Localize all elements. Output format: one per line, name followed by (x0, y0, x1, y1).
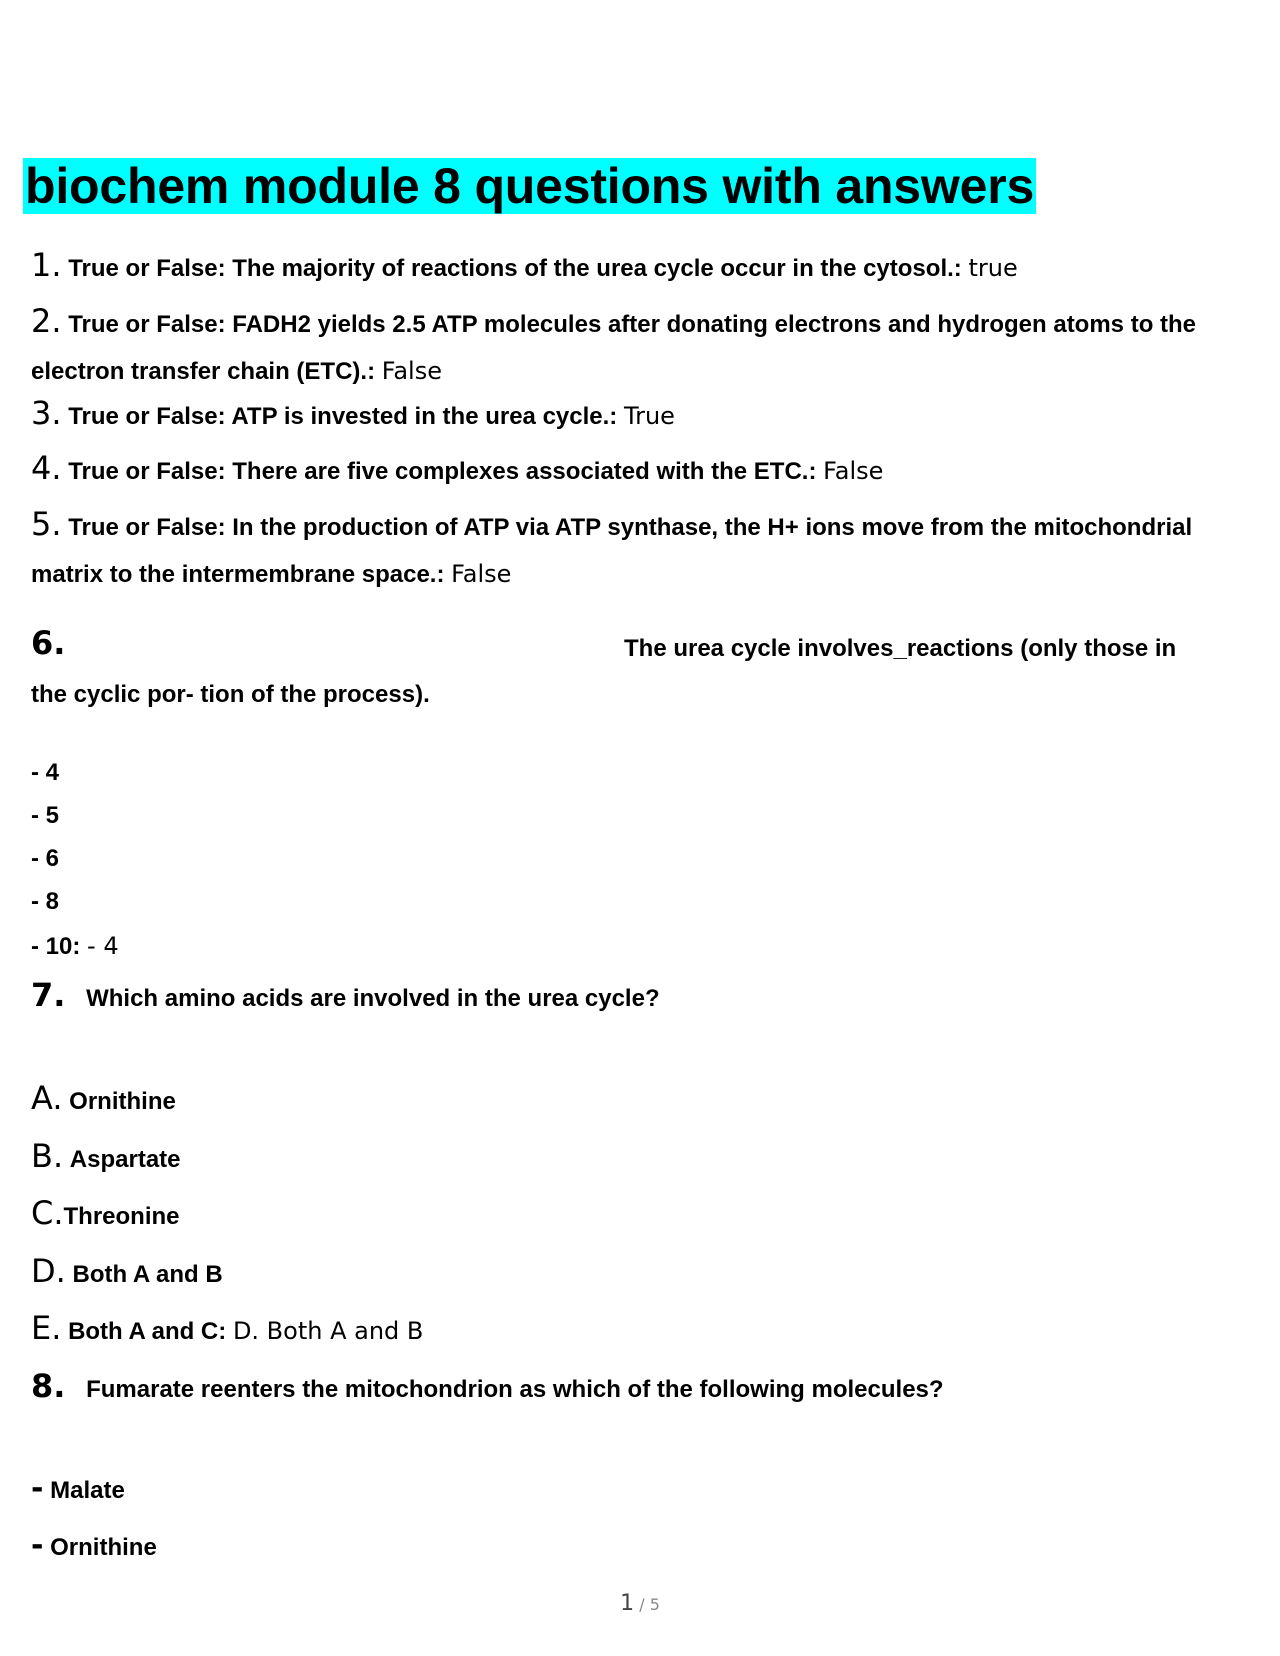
question-text: Fumarate reenters the mitochondrion as which of the following molecules? (86, 1376, 944, 1403)
current-page: 1 (620, 1591, 635, 1616)
list-item: B. Aspartate (31, 1137, 181, 1175)
answer-text: - 4 (87, 932, 119, 960)
answer-text: False (451, 560, 512, 588)
answer-text: False (823, 457, 884, 485)
page-total: / 5 (639, 1595, 660, 1614)
question-text: True or False: FADH2 yields 2.5 ATP molecules after donating electrons and hydrogen atoms to the electron transfer chain (ETC).: (31, 311, 1197, 385)
list-item: - Malate (31, 1471, 125, 1506)
question-6-text-line2: the cyclic por- tion of the process). (31, 681, 430, 708)
list-item: - 8 (31, 888, 60, 915)
question-text: Which amino acids are involved in the urea cycle? (86, 985, 660, 1012)
list-item: E. Both A and C: D. Both A and B (31, 1309, 424, 1347)
title-block (23, 158, 1036, 214)
question-number: 8. (31, 1367, 66, 1405)
list-item: D. Both A and B (31, 1252, 223, 1290)
answer-text: True (623, 402, 675, 430)
page-title: biochem module 8 questions with answers (25, 158, 1035, 214)
question-number: 7. (31, 976, 66, 1014)
question-4 (31, 445, 1251, 495)
answer-text: False (381, 357, 442, 385)
question-text: True or False: In the production of ATP via ATP synthase, the H+ ions move from the mitochondrial matrix to the intermembrane space.: (31, 514, 1193, 588)
question-number: 4. (31, 449, 62, 487)
question-number: 3. (31, 394, 62, 432)
question-number: 5. (31, 505, 62, 543)
list-item: - 10: - 4 (31, 932, 119, 960)
list-item: - Ornithine (31, 1528, 157, 1563)
question-7 (31, 976, 660, 1014)
answer-text: true (968, 254, 1018, 282)
answer-text: D. Both A and B (232, 1317, 424, 1345)
question-text: True or False: There are five complexes associated with the ETC.: (68, 458, 817, 485)
list-item: - 6 (31, 845, 60, 872)
question-8 (31, 1367, 944, 1405)
question-6-text-line1: The urea cycle involves_reactions (only those in (624, 635, 1177, 662)
page-indicator (0, 1591, 1280, 1616)
question-2 (31, 298, 1231, 395)
question-6-number: 6. (31, 624, 66, 662)
list-item: A. Ornithine (31, 1079, 176, 1117)
question-1 (31, 242, 1251, 292)
list-item: - 4 (31, 759, 60, 786)
list-item: - 5 (31, 802, 60, 829)
question-number: 1. (31, 246, 62, 284)
list-item: C.Threonine (31, 1194, 180, 1232)
question-text: True or False: The majority of reactions of the urea cycle occur in the cytosol.: (68, 255, 962, 282)
question-5 (31, 501, 1231, 598)
question-3 (31, 390, 1251, 440)
question-text: True or False: ATP is invested in the urea cycle.: (68, 403, 618, 430)
question-number: 2. (31, 302, 62, 340)
